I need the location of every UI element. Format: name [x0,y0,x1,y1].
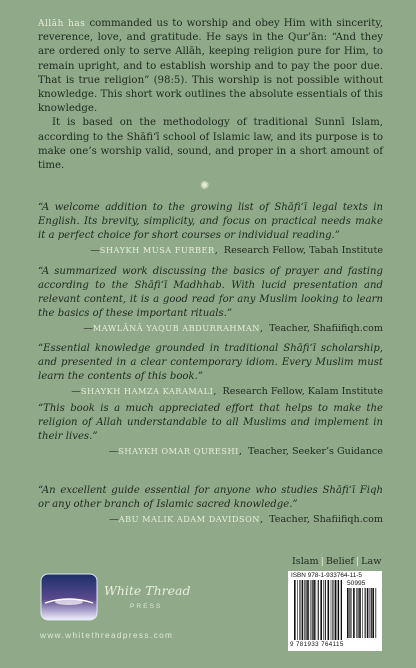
endorsement [38,484,383,527]
endorser-name: SHAYKH HAMZA KARAMALI [80,386,214,397]
isbn-text: ISBN 978-1-933764-11-5 [291,572,362,579]
category-belief: Belief [325,556,354,567]
publisher-logo-icon [40,573,98,621]
endorser-title: Teacher, Shafiifiqh.com [269,514,383,526]
endorser-name: ABU MALIK ADAM DAVIDSON [118,514,260,525]
publisher-name: White Thread [104,583,191,598]
endorsement [38,402,383,459]
endorsement-attribution: —SHAYKH MUSA FURBER, Research Fellow, Tabah Institute [90,245,383,257]
endorsement [38,265,383,336]
intro-p1-body: commanded us to worship and obey Him with sincerity, reverence, love, and gratitude. He says in the Qur’ān: “And they are ordered only to serve Allāh, keeping religion pure for Him, to remain upright, and to establish worship and to pay the poor due. That is true religion” (98:5). This worship is not possible without knowledge. This short work outlines the absolute essentials of this knowledge. [38,18,383,115]
endorsement [38,342,383,399]
endorser-title: Research Fellow, Kalam Institute [222,386,383,398]
category-law: Law [361,556,382,567]
attribution-dash: — [90,245,100,257]
endorser-name: SHAYKH MUSA FURBER [99,245,215,256]
endorser-title: Teacher, Shafiifiqh.com [269,323,383,335]
endorsement-quote: “This book is a much appreciated effort that helps to make the religion of Allah understandable to all Muslims and implement in their lives.” [38,403,383,443]
publisher-sub: PRESS [130,603,163,610]
endorser-title: Teacher, Seeker’s Guidance [248,446,383,458]
attribution-dash: — [108,446,119,458]
barcode-addon-bars [347,588,377,638]
intro-text [38,17,383,173]
attribution-dash: — [83,323,93,335]
endorser-name: MAWLĀNĀ YAQUB ABDURRAHMAN [92,323,260,334]
publisher-website: www.whitethreadpress.com [40,631,174,640]
endorsement-attribution: —ABU MALIK ADAM DAVIDSON, Teacher, Shafiifiqh.com [109,514,383,526]
intro-paragraph-2: It is based on the methodology of traditional Sunnī Islam, according to the Shāfi‘ī school of Islamic law, and its purpose is to make one’s worship valid, sound, and proper in a short amount of time. [38,117,383,172]
category-line [292,556,381,567]
endorsement-quote: “A summarized work discussing the basics of prayer and fasting according to the Shāfi‘ī Madhhab. With lucid presentation and relevant content, it is a good read for any Muslim looking to learn the basics of these important rituals.” [38,266,383,320]
category-separator: | [355,556,360,567]
ornament-icon: ✺ [200,179,210,192]
endorsement-attribution: —SHAYKH HAMZA KARAMALI, Research Fellow, Kalam Institute [71,386,383,398]
intro-lead: Allāh has [38,19,86,29]
category-islam: Islam [292,556,319,567]
endorsement-quote: “A welcome addition to the growing list of Shāfi‘ī legal texts in English. Its brevity, simplicity, and focus on practical needs make it a perfect choice for short courses or individual reading.” [38,202,383,242]
barcode-bars [294,580,342,640]
intro-paragraph-1 [38,17,383,116]
endorsement-attribution: —SHAYKH OMAR QURESHI, Teacher, Seeker’s Guidance [108,446,383,458]
attribution-dash: — [109,514,119,526]
endorsement-quote: “Essential knowledge grounded in traditional Shāfi‘ī scholarship, and presented in a clear contemporary idiom. Every Muslim must learn the contents of this book.” [38,343,383,383]
barcode-digits: 9 781933 764115 [290,641,344,648]
endorser-name: SHAYKH OMAR QURESHI [118,446,239,457]
endorsement-quote: “An excellent guide essential for anyone who studies Shāfi‘ī Fiqh or any other branch of Islamic sacred knowledge.” [38,485,383,511]
barcode [288,571,382,651]
endorsement [38,201,383,258]
category-separator: | [320,556,324,567]
endorser-title: Research Fellow, Tabah Institute [223,245,383,257]
endorsement-attribution: —MAWLĀNĀ YAQUB ABDURRAHMAN, Teacher, Shafiifiqh.com [83,323,383,335]
price-code: 50995 [347,580,366,587]
attribution-dash: — [71,386,81,398]
